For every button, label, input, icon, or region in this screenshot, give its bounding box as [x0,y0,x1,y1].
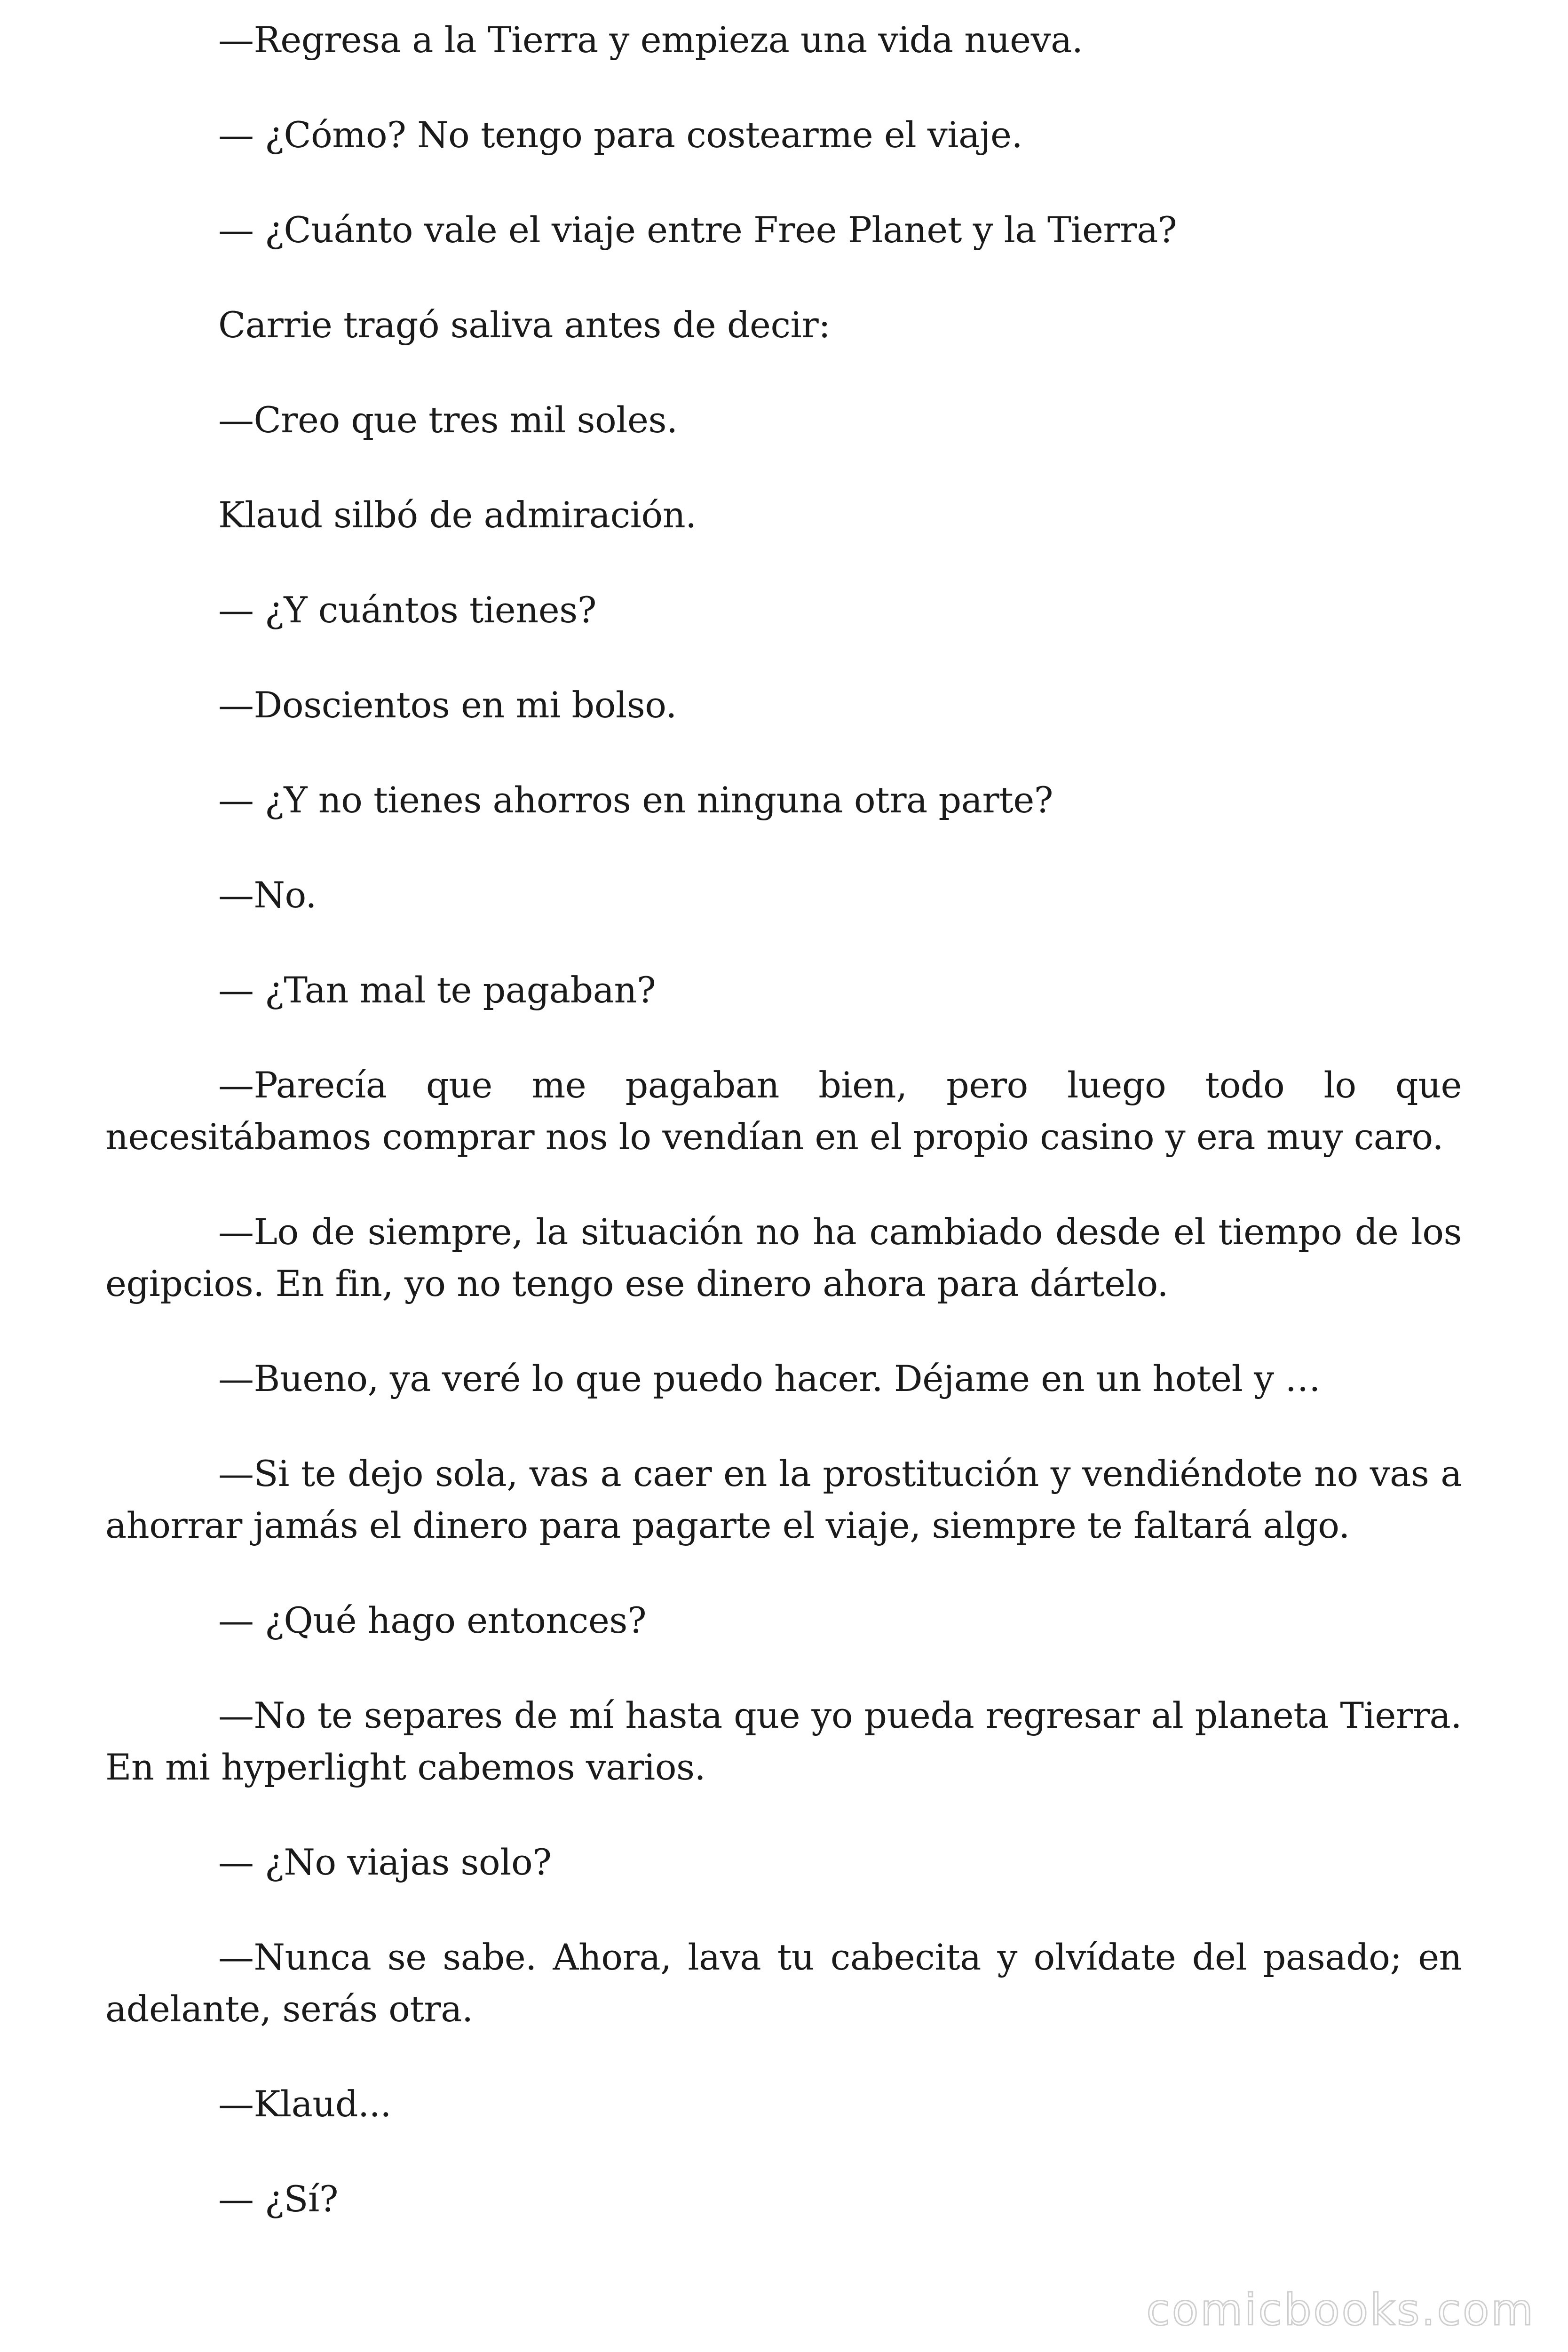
paragraph: —Si te dejo sola, vas a caer en la prostitución y vendiéndote no vas a ahorrar jamás el dinero para pagarte el viaje, siempre te faltará algo. [105,1453,1462,1546]
paragraph: — ¿Cómo? No tengo para costearme el viaje. [218,114,1023,156]
body-text [105,14,1462,2225]
paragraph: —Regresa a la Tierra y empieza una vida nueva. [218,19,1083,61]
paragraph: — ¿Y cuántos tienes? [218,589,596,631]
paragraph: — ¿Qué hago entonces? [218,1599,647,1641]
paragraph: —Creo que tres mil soles. [218,399,678,441]
paragraph: —No te separes de mí hasta que yo pueda regresar al planeta Tierra. En mi hyperlight cabemos varios. [105,1694,1462,1788]
paragraph: —No. [218,874,317,916]
paragraph: — ¿Tan mal te pagaban? [218,969,656,1011]
paragraph: —Lo de siempre, la situación no ha cambiado desde el tiempo de los egipcios. En fin, yo no tengo ese dinero ahora para dártelo. [105,1211,1462,1304]
paragraph: Klaud silbó de admiración. [218,494,697,536]
paragraph: Carrie tragó saliva antes de decir: [218,304,831,346]
paragraph: — ¿Sí? [218,2178,339,2220]
paragraph: —Doscientos en mi bolso. [218,684,677,726]
paragraph: — ¿Cuánto vale el viaje entre Free Planet y la Tierra? [218,209,1177,251]
watermark: comicbooks.com [1146,2285,1535,2335]
paragraph: —Klaud... [218,2083,391,2125]
paragraph: —Nunca se sabe. Ahora, lava tu cabecita y olvídate del pasado; en adelante, serás otra. [105,1936,1462,2030]
paragraph: —Bueno, ya veré lo que puedo hacer. Déjame en un hotel y … [218,1358,1321,1399]
paragraph: — ¿Y no tienes ahorros en ninguna otra parte? [218,779,1053,821]
paragraph: —Parecía que me pagaban bien, pero luego todo lo que necesitábamos comprar nos lo vendían en el propio casino y era muy caro. [105,1064,1462,1158]
paragraph: — ¿No viajas solo? [218,1841,552,1883]
